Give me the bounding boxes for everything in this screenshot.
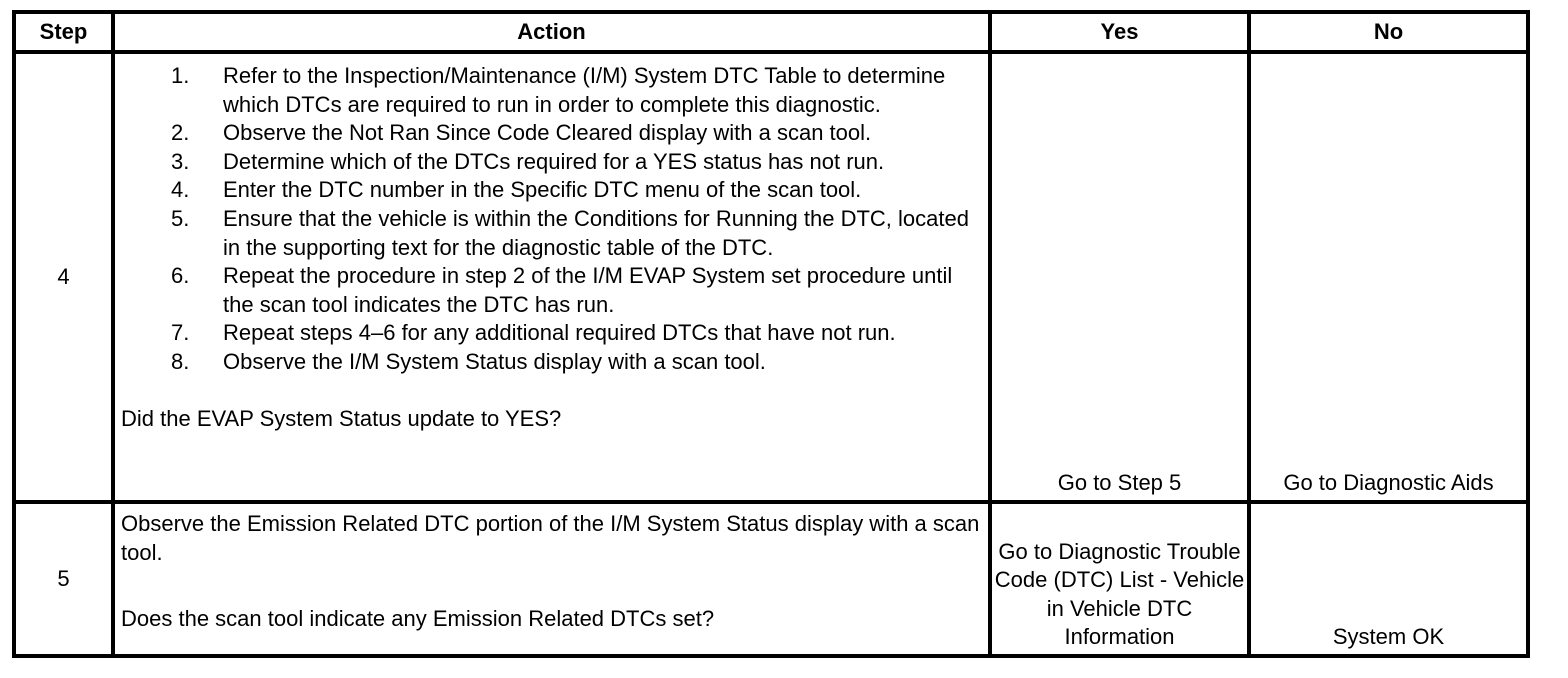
yes-cell: Go to Step 5: [992, 54, 1251, 504]
no-cell: System OK: [1251, 504, 1530, 658]
step-number-cell: 4: [16, 54, 115, 504]
header-row: [16, 14, 1530, 54]
header-yes: Yes: [992, 14, 1251, 54]
action-step-text: Enter the DTC number in the Specific DTC menu of the scan tool.: [223, 177, 862, 203]
table-row-step-4: [16, 54, 1530, 504]
header-step: Step: [16, 14, 115, 54]
action-step-item: [121, 205, 982, 262]
step-number-cell: 5: [16, 504, 115, 658]
action-step-number: 8.: [171, 348, 190, 374]
action-question: Did the EVAP System Status update to YES?: [121, 405, 562, 431]
no-cell: Go to Diagnostic Aids: [1251, 54, 1530, 504]
action-step-number: 6.: [171, 263, 190, 289]
action-step-item: [121, 119, 982, 148]
action-cell-step-5: [115, 504, 992, 658]
header-action: Action: [115, 14, 992, 54]
diagnostic-table: [12, 10, 1530, 658]
table-row-step-5: [16, 504, 1530, 658]
action-step-text: Observe the I/M System Status display with a scan tool.: [223, 348, 766, 374]
action-question: Does the scan tool indicate any Emission Related DTCs set?: [121, 606, 715, 632]
action-step-item: [121, 348, 982, 377]
action-step-item: [121, 176, 982, 205]
action-text: Observe the Emission Related DTC portion of the I/M System Status display with a scan tool.: [121, 511, 980, 565]
action-step-number: 5.: [171, 205, 190, 231]
action-step-number: 3.: [171, 148, 190, 174]
action-step-text: Observe the Not Ran Since Code Cleared display with a scan tool.: [223, 120, 872, 146]
action-step-item: [121, 262, 982, 319]
yes-cell: Go to Diagnostic Trouble Code (DTC) List - Vehicle in Vehicle DTC Information: [992, 504, 1251, 658]
action-step-number: 4.: [171, 177, 190, 203]
header-no: No: [1251, 14, 1530, 54]
action-step-item: [121, 62, 982, 119]
action-step-number: 2.: [171, 120, 190, 146]
action-step-text: Repeat the procedure in step 2 of the I/M EVAP System set procedure until the scan tool indicates the DTC has run.: [223, 263, 953, 317]
action-step-text: Refer to the Inspection/Maintenance (I/M) System DTC Table to determine which DTCs are required to run in order to complete this diagnostic.: [223, 63, 946, 117]
action-step-text: Repeat steps 4–6 for any additional required DTCs that have not run.: [223, 320, 896, 346]
action-cell-step-4: [115, 54, 992, 504]
action-step-list: [121, 62, 982, 377]
action-step-number: 7.: [171, 320, 190, 346]
action-step-number: 1.: [171, 63, 190, 88]
action-step-item: [121, 319, 982, 348]
action-step-item: [121, 148, 982, 177]
action-step-text: Ensure that the vehicle is within the Conditions for Running the DTC, located in the supporting text for the diagnostic table of the DTC.: [223, 205, 969, 260]
action-step-text: Determine which of the DTCs required for a YES status has not run.: [223, 148, 885, 174]
